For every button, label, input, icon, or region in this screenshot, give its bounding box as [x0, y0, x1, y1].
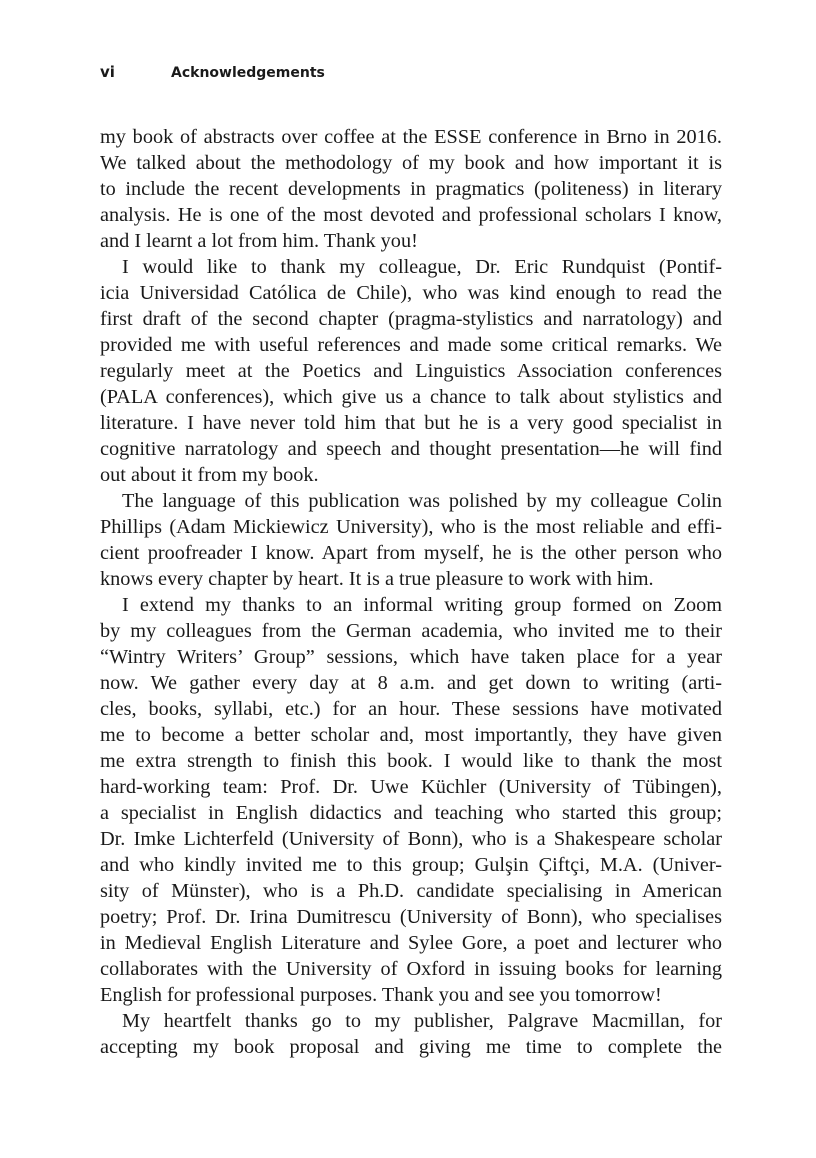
text-line: (PALA conferences), which give us a chance to talk about stylistics and — [100, 386, 722, 408]
text-line: icia Universidad Católica de Chile), who was kind enough to read the — [100, 282, 722, 304]
text-line: cles, books, syllabi, etc.) for an hour. These sessions have motivated — [100, 698, 722, 720]
text-line: in Medieval English Literature and Sylee Gore, a poet and lecturer who — [100, 932, 722, 954]
text-line: I extend my thanks to an informal writing group formed on Zoom — [122, 594, 722, 616]
text-line: sity of Münster), who is a Ph.D. candidate specialising in American — [100, 880, 722, 902]
text-line: hard-working team: Prof. Dr. Uwe Küchler (University of Tübingen), — [100, 776, 722, 798]
paragraph — [100, 1008, 722, 1060]
paragraph — [100, 124, 722, 254]
text-line: my book of abstracts over coffee at the ESSE conference in Brno in 2016. — [100, 126, 722, 148]
text-line: collaborates with the University of Oxford in issuing books for learning — [100, 958, 722, 980]
paragraph — [100, 592, 722, 1008]
paragraph — [100, 254, 722, 488]
text-line: me to become a better scholar and, most importantly, they have given — [100, 724, 722, 746]
text-line: analysis. He is one of the most devoted and professional scholars I know, — [100, 204, 722, 226]
running-head — [100, 63, 325, 83]
text-line: The language of this publication was polished by my colleague Colin — [122, 490, 722, 512]
text-line: accepting my book proposal and giving me time to complete the — [100, 1036, 722, 1058]
text-line: out about it from my book. — [100, 464, 319, 486]
text-line: My heartfelt thanks go to my publisher, Palgrave Macmillan, for — [122, 1010, 722, 1032]
text-line: me extra strength to finish this book. I would like to thank the most — [100, 750, 722, 772]
text-line: and I learnt a lot from him. Thank you! — [100, 230, 418, 252]
text-line: regularly meet at the Poetics and Linguistics Association conferences — [100, 360, 722, 382]
text-line: “Wintry Writers’ Group” sessions, which have taken place for a year — [100, 646, 722, 668]
paragraph — [100, 488, 722, 592]
text-line: first draft of the second chapter (pragma-stylistics and narratology) and — [100, 308, 722, 330]
page-number: vi — [100, 63, 115, 81]
text-line: provided me with useful references and made some critical remarks. We — [100, 334, 722, 356]
body-text — [100, 124, 722, 1060]
text-line: English for professional purposes. Thank you and see you tomorrow! — [100, 984, 662, 1006]
text-line: now. We gather every day at 8 a.m. and get down to writing (arti- — [100, 672, 722, 694]
text-line: by my colleagues from the German academia, who invited me to their — [100, 620, 722, 642]
chapter-title: Acknowledgements — [171, 65, 325, 81]
text-line: We talked about the methodology of my book and how important it is — [100, 152, 722, 174]
text-line: cognitive narratology and speech and thought presentation—he will find — [100, 438, 722, 460]
text-line: a specialist in English didactics and teaching who started this group; — [100, 802, 722, 824]
text-line: literature. I have never told him that but he is a very good specialist in — [100, 412, 722, 434]
text-line: knows every chapter by heart. It is a true pleasure to work with him. — [100, 568, 654, 590]
text-line: and who kindly invited me to this group; Gulşin Çiftçi, M.A. (Univer- — [100, 854, 722, 876]
text-line: Dr. Imke Lichterfeld (University of Bonn), who is a Shakespeare scholar — [100, 828, 722, 850]
text-line: to include the recent developments in pragmatics (politeness) in literary — [100, 178, 722, 200]
text-line: Phillips (Adam Mickiewicz University), who is the most reliable and effi- — [100, 516, 722, 538]
text-line: poetry; Prof. Dr. Irina Dumitrescu (University of Bonn), who specialises — [100, 906, 722, 928]
text-line: I would like to thank my colleague, Dr. Eric Rundquist (Pontif- — [122, 256, 722, 278]
text-line: cient proofreader I know. Apart from myself, he is the other person who — [100, 542, 722, 564]
